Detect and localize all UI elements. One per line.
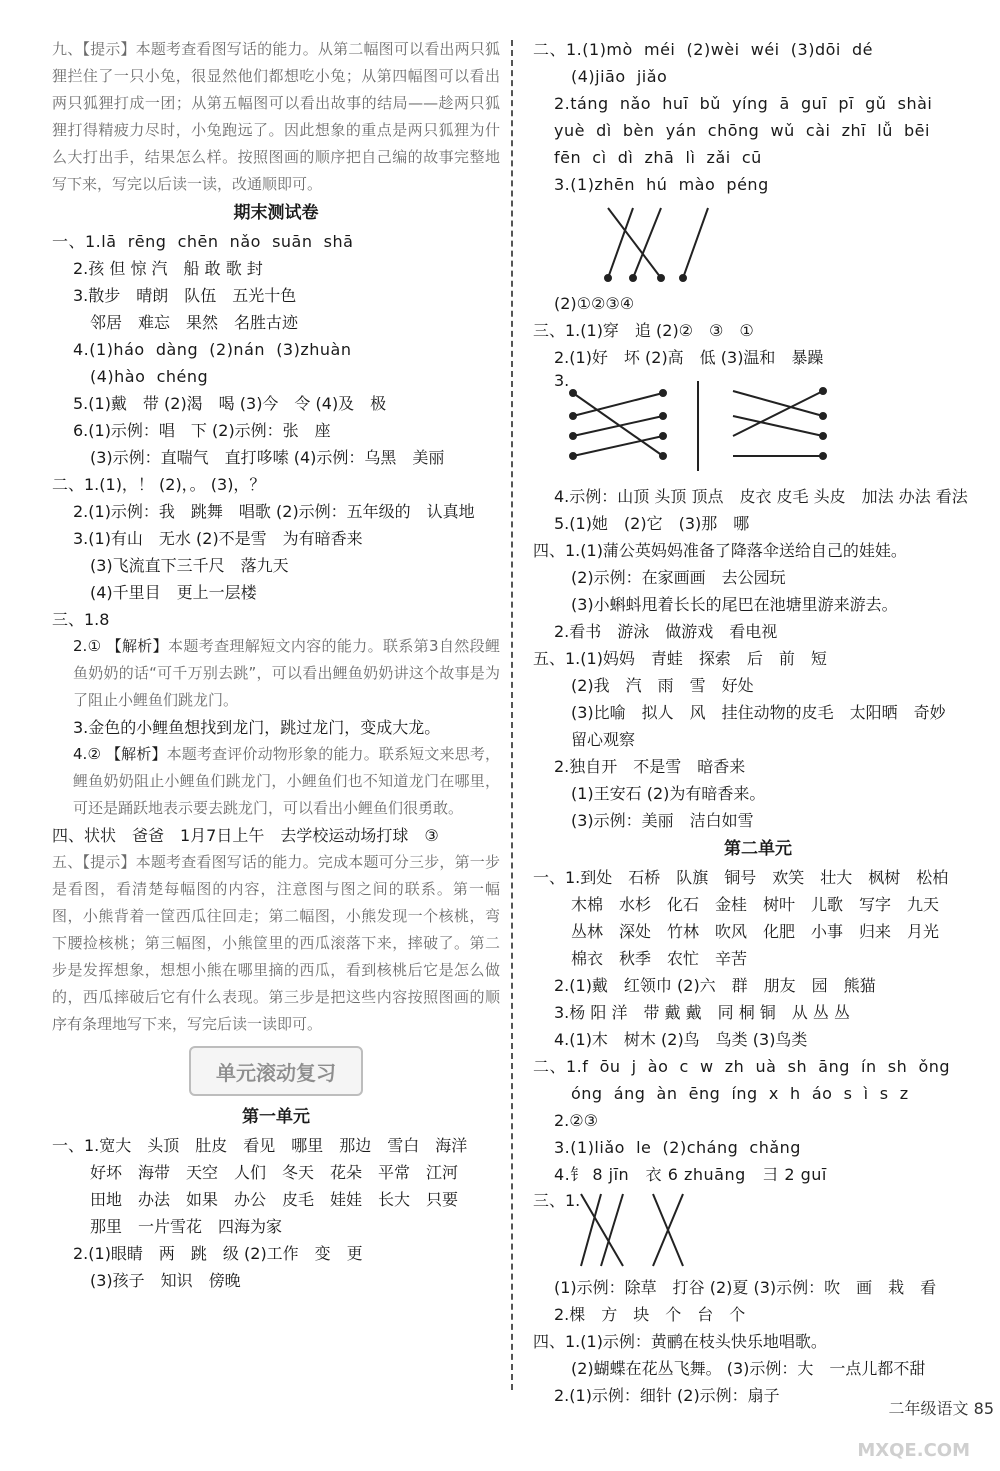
- answer-line: 2.棵 方 块 个 台 个: [554, 1305, 746, 1324]
- answer-line: 那里 一片雪花 四海为家: [90, 1217, 283, 1236]
- answer-line: 二、1.(1)，！ (2)，。 (3)，？: [52, 475, 266, 494]
- answer-line: 二、1.(1)mò méi (2)wèi wéi (3)dōi dé: [533, 40, 874, 59]
- answer-line: 2.(1)示例：细针 (2)示例：扇子: [554, 1386, 780, 1405]
- answer-line: 四、状状 爸爸 1月7日上午 去学校运动场打球 ③: [52, 826, 439, 845]
- match-line: [733, 391, 823, 416]
- match-dot: [660, 433, 666, 439]
- answer-line: (2)我 汽 雨 雪 好处: [571, 676, 754, 695]
- answer-line: (3)比喻 拟人 风 挂住动物的皮毛 太阳晒 奇妙: [571, 703, 946, 722]
- match-dot: [570, 413, 576, 419]
- answer-line: 四、1.(1)示例：黄鹂在枝头快乐地唱歌。: [533, 1332, 827, 1351]
- match-line: [581, 1194, 601, 1266]
- answer-line: 2.独自开 不是雪 暗香来: [554, 757, 746, 776]
- match-line: [733, 416, 823, 436]
- match-dot: [605, 275, 611, 281]
- matching-block: [533, 371, 983, 483]
- answer-line: 3.(1)zhēn hú mào péng: [554, 175, 769, 194]
- unit1-heading: 第一单元: [242, 1107, 310, 1127]
- answer-line: 2.(1)戴 红领巾 (2)六 群 朋友 园 熊猫: [554, 976, 876, 995]
- analysis-paragraph: [52, 741, 500, 822]
- answer-line: 2.看书 游泳 做游戏 看电视: [554, 622, 778, 641]
- q9-hint: 九、【提示】本题考查看图写话的能力。从第二幅图可以看出两只狐狸拦住了一只小兔，很显然他们都想吃小兔；从第四幅图可以看出两只狐狸打成一团；从第五幅图可以看出故事的结局——趁两只狐狸打得精疲力尽时，小兔跑远了。因此想象的重点是两只狐狸为什么大打出手，结果怎么样。按照图画的顺序把自己编的故事完整地写下来，写完以后读一读，改通顺即可。: [52, 40, 500, 193]
- match-line: [608, 208, 661, 278]
- answer-line: 4.示例：山顶 头顶 顶点 皮衣 皮毛 头皮 加法 办法 看法: [554, 487, 968, 506]
- q5-hint: 五、【提示】本题考查看图写话的能力。完成本题可分三步，第一步是看图，看清楚每幅图的内容，注意图与图之间的联系。第一幅图，小熊背着一筐西瓜往回走；第二幅图，小熊发现一个核桃，弯下腰捡核桃；第三幅图，小熊筐里的西瓜滚落下来，摔破了。第二步是发挥想象，想想小熊在哪里摘的西瓜，看到核桃后它是怎么做的，西瓜摔破后它有什么表现。第三步是把这些内容按照图画的顺序有条理地写下来，写完后读一读即可。: [52, 853, 500, 1033]
- answer-line: 3.散步 晴朗 队伍 五光十色: [73, 286, 297, 305]
- answer-line: (2)示例：在家画画 去公园玩: [571, 568, 786, 587]
- matching-diagram: [533, 1188, 733, 1274]
- analysis-label: 2.① 【解析】: [73, 637, 169, 655]
- answer-line: 三、1.8: [52, 610, 110, 629]
- answer-line: 木棉 水杉 化石 金桂 树叶 儿歌 写字 九天: [571, 895, 940, 914]
- match-dot: [820, 388, 826, 394]
- match-line: [733, 391, 823, 436]
- answer-line: 2.孩 但 惊 汽 船 敢 歌 封: [73, 259, 263, 278]
- answer-line: (1)王安石 (2)为有暗香来。: [571, 784, 766, 803]
- answer-line: 丛林 深处 竹林 吹风 化肥 小事 归来 月光: [571, 922, 940, 941]
- column-divider: [511, 40, 513, 1390]
- answer-line: (4)jiāo jiǎo: [571, 67, 668, 86]
- answer-line: 田地 办法 如果 办公 皮毛 娃娃 长大 只要: [90, 1190, 459, 1209]
- answer-line: (3)孩子 知识 傍晚: [90, 1271, 241, 1290]
- match-dot: [680, 275, 686, 281]
- answer-line: 一、1.lā rēng chēn nǎo suān shā: [52, 232, 354, 251]
- match-dot: [570, 433, 576, 439]
- match-dot: [570, 453, 576, 459]
- answer-line: 2.②③: [554, 1111, 598, 1130]
- answer-line: 3.(1)liǎo le (2)cháng chǎng: [554, 1138, 801, 1157]
- answer-line: yuè dì bèn yán chōng wǔ cài zhī lǚ bēi: [554, 121, 930, 140]
- answer-line: óng áng àn ēng íng x h áo s ì s z: [571, 1084, 909, 1103]
- answer-line: 4.(1)háo dàng (2)nán (3)zhuàn: [73, 340, 352, 359]
- left-column: [52, 36, 500, 1294]
- analysis-text: 本题考查评价动物形象的能力。联系短文来思考，鲤鱼奶奶阻止小鲤鱼们跳龙门，小鲤鱼们也不知道龙门在哪里，可还是踊跃地表示要去跳龙门，可以看出小鲤鱼们很勇敢。: [73, 745, 500, 817]
- matching-diagram: [533, 198, 733, 290]
- answer-line: 3.杨 阳 洋 带 戴 戴 同 桐 铜 从 丛 丛: [554, 1003, 850, 1022]
- match-line: [581, 1194, 623, 1266]
- answer-line: (3)飞流直下三千尺 落九天: [90, 556, 289, 575]
- answer-line: 2.(1)眼睛 两 跳 级 (2)工作 变 更: [73, 1244, 363, 1263]
- answer-line: 邻居 难忘 果然 名胜古迹: [90, 313, 299, 332]
- match-line: [573, 416, 663, 436]
- answer-line: 五、1.(1)妈妈 青蛙 探索 后 前 短: [533, 649, 827, 668]
- answer-line: (3)示例：美丽 洁白如雪: [571, 811, 754, 830]
- answer-line: 3.金色的小鲤鱼想找到龙门，跳过龙门，变成大龙。: [73, 718, 441, 737]
- match-dot: [660, 390, 666, 396]
- answer-line: (2)蝴蝶在花丛飞舞。 (3)示例：大 一点儿都不甜: [571, 1359, 926, 1378]
- match-dot: [660, 453, 666, 459]
- unit-review-banner: 单元滚动复习: [189, 1046, 363, 1096]
- match-dot: [820, 433, 826, 439]
- analysis-label: 4.② 【解析】: [73, 745, 167, 763]
- match-line: [683, 208, 708, 278]
- match-line: [633, 208, 661, 278]
- answer-line: 2.(1)好 坏 (2)高 低 (3)温和 暴躁: [554, 348, 824, 367]
- unit2-heading: 第二单元: [724, 839, 792, 859]
- answer-line: 二、1.f ōu j ào c w zh uà sh āng ín sh ǒng: [533, 1057, 951, 1076]
- question-label: 3.: [554, 371, 570, 390]
- match-dot: [820, 453, 826, 459]
- match-dot: [630, 275, 636, 281]
- answer-line: (4)千里目 更上一层楼: [90, 583, 257, 602]
- right-column: [533, 36, 983, 1409]
- match-line: [573, 393, 663, 416]
- answer-line: 三、1.(1)穿 追 (2)② ③ ①: [533, 321, 754, 340]
- final-exam-heading: 期末测试卷: [233, 203, 319, 223]
- matching-diagram: [533, 371, 983, 483]
- answer-line: 好坏 海带 天空 人们 冬天 花朵 平常 江河: [90, 1163, 459, 1182]
- match-dot: [570, 390, 576, 396]
- answer-line: (2)①②③④: [554, 294, 635, 313]
- match-dot: [658, 275, 664, 281]
- answer-line: (1)示例：除草 打谷 (2)夏 (3)示例：吹 画 栽 看: [554, 1278, 937, 1297]
- match-line: [608, 208, 633, 278]
- match-line: [601, 1194, 623, 1266]
- watermark: MXQE.COM: [857, 1440, 970, 1461]
- answer-line: 留心观察: [571, 730, 636, 749]
- answer-line: (4)hào chéng: [90, 367, 209, 386]
- matching-block: [533, 1188, 983, 1274]
- answer-line: fēn cì dì zhā lì zǎi cū: [554, 148, 762, 167]
- question-label: 三、1.: [533, 1191, 581, 1210]
- answer-line: 棉衣 秋季 农忙 辛苦: [571, 949, 748, 968]
- answer-line: 6.(1)示例：唱 下 (2)示例：张 座: [73, 421, 331, 440]
- answer-line: (3)小蝌蚪甩着长长的尾巴在池塘里游来游去。: [571, 595, 898, 614]
- answer-line: 4.钅 8 jīn 衣 6 zhuāng 彐 2 guī: [554, 1165, 827, 1184]
- analysis-paragraph: [52, 633, 500, 714]
- answer-line: 5.(1)戴 带 (2)渴 喝 (3)今 令 (4)及 极: [73, 394, 387, 413]
- answer-line: (3)示例：直喘气 直打哆嗦 (4)示例：乌黑 美丽: [90, 448, 445, 467]
- answer-line: 2.táng nǎo huī bǔ yíng ā guī pī gǔ shài: [554, 94, 933, 113]
- answer-line: 四、1.(1)蒲公英妈妈准备了降落伞送给自己的娃娃。: [533, 541, 907, 560]
- match-dot: [660, 413, 666, 419]
- answer-line: 一、1.到处 石桥 队旗 铜号 欢笑 壮大 枫树 松柏: [533, 868, 949, 887]
- answer-line: 4.(1)木 树木 (2)鸟 鸟类 (3)鸟类: [554, 1030, 808, 1049]
- page-footer: 二年级语文 85: [888, 1399, 994, 1418]
- answer-line: 3.(1)有山 无水 (2)不是雪 为有暗香来: [73, 529, 363, 548]
- analysis-text: 本题考查理解短文内容的能力。联系第3自然段鲤鱼奶奶的话“可千万别去跳”，可以看出鲤鱼奶奶讲这个故事是为了阻止小鲤鱼们跳龙门。: [73, 637, 501, 709]
- answer-line: 2.(1)示例：我 跳舞 唱歌 (2)示例：五年级的 认真地: [73, 502, 475, 521]
- match-dot: [820, 413, 826, 419]
- answer-line: 5.(1)她 (2)它 (3)那 哪: [554, 514, 750, 533]
- answer-line: 一、1.宽大 头顶 肚皮 看见 哪里 那边 雪白 海洋: [52, 1136, 468, 1155]
